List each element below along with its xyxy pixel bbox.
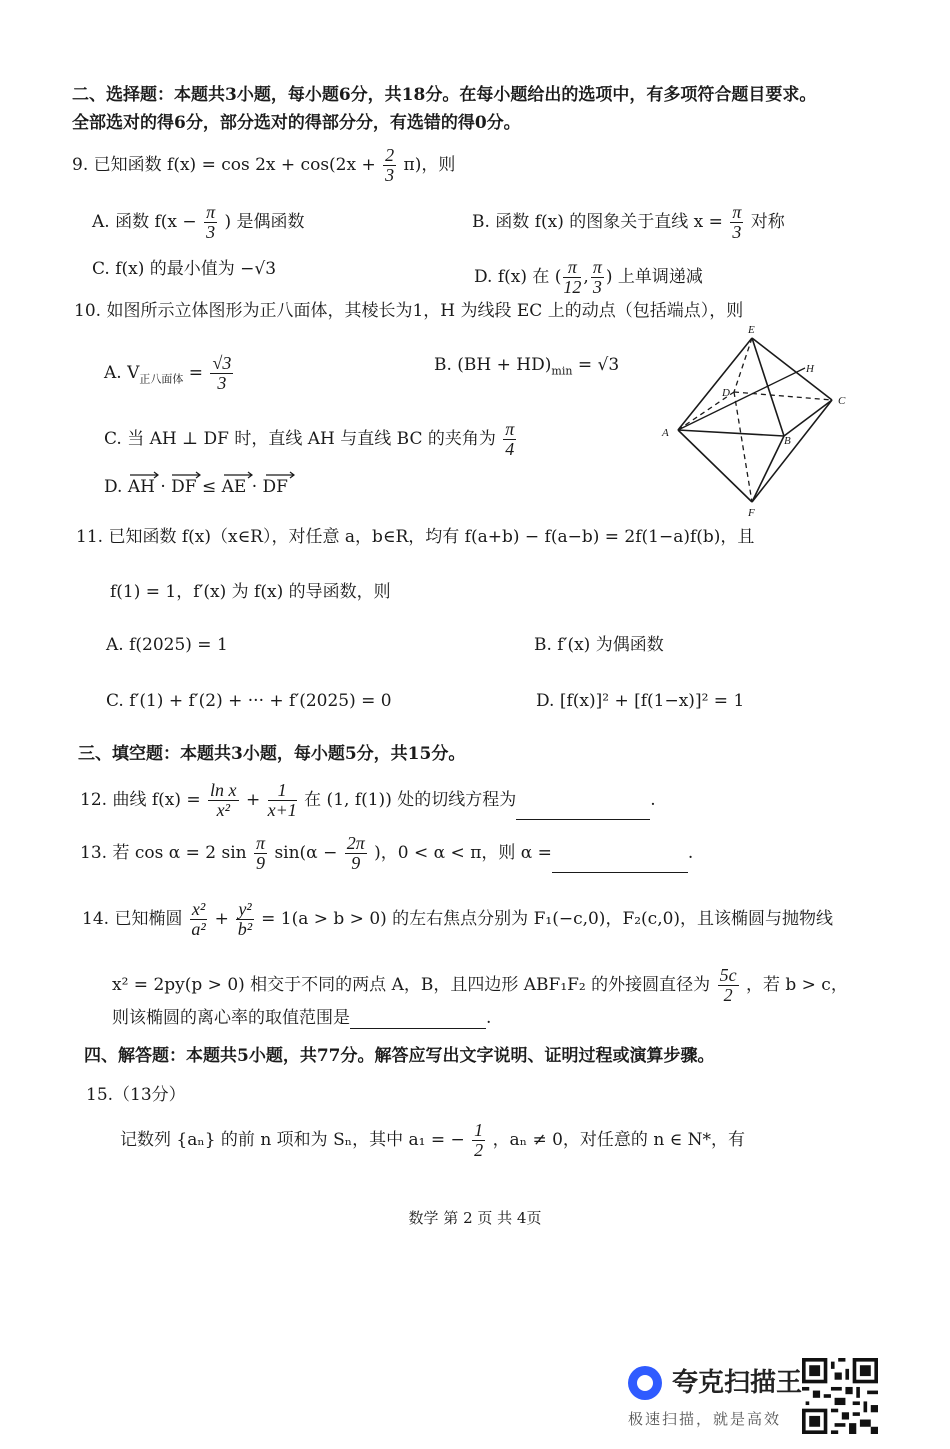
q10-option-b: B. $(BH + HD)_{min} = √3$ bbox=[434, 355, 620, 378]
label-e: E bbox=[748, 324, 755, 336]
q12: 12. 曲线 f(x) = $\frac{\text{ln x}}{\text{x²}}$ + $\frac{1}{x+1}$ 在 (1, f(1)) 处的切线方程为 . bbox=[80, 780, 656, 820]
q13: 13. 若 cos α = 2 sin $\frac{\pi}{9}$ sin(α − $\frac{2\pi}{9}$ )，0 < α < π，则 α = . bbox=[80, 833, 694, 873]
brand-slogan: 极速扫描，就是高效 bbox=[628, 1410, 782, 1428]
q9-option-d: D. f(x) 在 ( $\frac{\pi}{12}$ , $\frac{\pi}{3}$ ) 上单调递减 bbox=[474, 257, 703, 297]
q11-stem-line1: 11. 已知函数 f(x)（x∈R），对任意 a，b∈R，均有 f(a+b) − f(a−b) = 2f(1−a)f(b)，且 bbox=[76, 527, 755, 547]
q11-option-d: D. [f(x)]² + [f(1−x)]² = 1 bbox=[536, 691, 745, 711]
q14-answer-blank[interactable] bbox=[350, 1010, 486, 1029]
edge-ea bbox=[678, 338, 752, 430]
brand-name: 夸克扫描王 bbox=[672, 1368, 803, 1398]
q9-option-a: A. 函数 f(x − $\frac{\pi}{3}$ ) 是偶函数 bbox=[92, 202, 305, 242]
label-d: D bbox=[722, 387, 730, 399]
q14-line3: 则该椭圆的离心率的取值范围是 . bbox=[112, 1008, 492, 1028]
q11-stem-line2: f(1) = 1，f′(x) 为 f(x) 的导函数，则 bbox=[110, 582, 391, 602]
section3-heading: 三、填空题：本题共3小题，每小题5分，共15分。 bbox=[78, 744, 466, 764]
q10-option-d: D. AH · DF ≤ AE · DF bbox=[104, 477, 288, 497]
q13-answer-blank[interactable] bbox=[552, 854, 688, 873]
edge-bf bbox=[752, 436, 784, 502]
q9-option-c: C. f(x) 的最小值为 −√3 bbox=[92, 259, 277, 279]
edge-cf bbox=[752, 400, 832, 502]
q11-option-b: B. f′(x) 为偶函数 bbox=[534, 635, 664, 655]
q14-line2: x² = 2py(p > 0) 相交于不同的两点 A，B，且四边形 ABF₁F₂ 的外接圆直径为 $\frac{5c}{2}$ ，若 b > c， bbox=[112, 965, 848, 1005]
q15-title: 15.（13分） bbox=[86, 1085, 186, 1105]
q10-stem: 10. 如图所示立体图形为正八面体，其棱长为1，H 为线段 EC 上的动点（包括端点），则 bbox=[74, 301, 744, 321]
vector-arrows bbox=[128, 470, 298, 480]
label-c: C bbox=[838, 395, 846, 407]
edge-ab bbox=[678, 430, 784, 436]
section4-heading: 四、解答题：本题共5小题，共77分。解答应写出文字说明、证明过程或演算步骤。 bbox=[84, 1046, 715, 1066]
q10-option-c: C. 当 AH ⊥ DF 时，直线 AH 与直线 BC 的夹角为 $\frac{\pi}{4}$ bbox=[104, 419, 515, 459]
q11-option-a: A. f(2025) = 1 bbox=[106, 635, 228, 655]
q9-stem: 9. 已知函数 f(x) = cos 2x + cos(2x + $\frac{2}{3}$ π)，则 bbox=[72, 145, 456, 185]
label-f: F bbox=[748, 507, 755, 519]
qr-code-icon bbox=[802, 1358, 878, 1434]
edge-ec bbox=[752, 338, 832, 400]
page-footer: 数学 第 2 页 共 4页 bbox=[408, 1209, 542, 1227]
edge-df bbox=[734, 392, 752, 502]
label-b: B bbox=[784, 435, 791, 447]
label-a: A bbox=[662, 427, 669, 439]
edge-af bbox=[678, 430, 752, 502]
label-h: H bbox=[806, 363, 814, 375]
section2-heading-line2: 全部选对的得6分，部分选对的得部分分，有选错的得0分。 bbox=[72, 113, 521, 133]
edge-ed bbox=[734, 338, 752, 392]
q9-option-b: B. 函数 f(x) 的图象关于直线 x = $\frac{\pi}{3}$ 对称 bbox=[472, 202, 785, 242]
q12-answer-blank[interactable] bbox=[516, 801, 650, 820]
q11-option-c: C. f′(1) + f′(2) + ··· + f′(2025) = 0 bbox=[106, 691, 392, 711]
q15-stem: 记数列 {aₙ} 的前 n 项和为 Sₙ，其中 a₁ = − $\frac{1}{2}$ ，aₙ ≠ 0，对任意的 n ∈ N*，有 bbox=[120, 1120, 746, 1160]
quark-logo-icon bbox=[628, 1366, 662, 1400]
q14-line1: 14. 已知椭圆 $\frac{\text{x²}}{\text{a²}}$ + $\frac{\text{y²}}{\text{b²}}$ = 1(a > b > 0) 的左右焦点分别为 F₁(−c,0)，F₂(c,0)，且该椭圆与抛物线 bbox=[82, 899, 834, 939]
q10-option-a: A. $V_{正八面体}$ = $\frac{√3}{3}$ bbox=[104, 353, 232, 393]
section2-heading-line1: 二、选择题：本题共3小题，每小题6分，共18分。在每小题给出的选项中，有多项符合题目要求。 bbox=[72, 85, 817, 105]
octahedron-figure bbox=[660, 320, 860, 520]
edge-eb bbox=[752, 338, 784, 436]
segment-ah bbox=[678, 368, 805, 430]
